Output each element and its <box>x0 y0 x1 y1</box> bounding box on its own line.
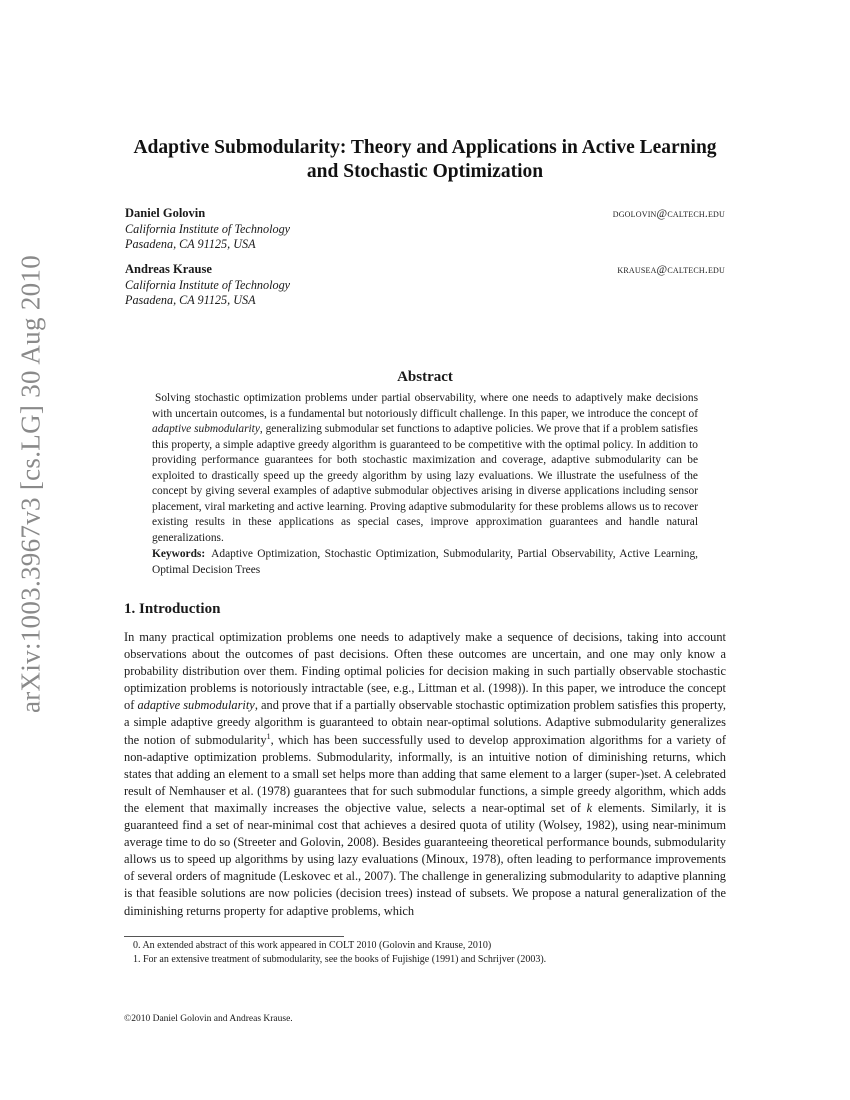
abstract-heading: Abstract <box>397 369 453 385</box>
footnote-1: 1. For an extensive treatment of submodularity, see the books of Fujishige (1991) and Schrijver (2003). <box>133 954 547 965</box>
intro-text-part4: elements. Similarly, it is guaranteed find a set of near-minimal cost that achieves a desired quota of utility (Wolsey, 1982), using near-minimum average time to do so (Streeter and Golovin, 2008). Besides guaranteeing theoretical performance bounds, submodularity allows us to speed up algorithms by using lazy evaluations (Minoux, 1978), often leading to performance improvements of several orders of magnitude (Leskovec et al., 2007). The challenge in generalizing submodularity to adaptive planning is that feasible solutions are now policies (decision trees) instead of subsets. We propose a natural generalization of the diminishing returns property for adaptive problems, which <box>124 800 727 918</box>
arxiv-identifier-stamp <box>8 254 54 714</box>
author-block-1 <box>125 206 725 253</box>
abstract-body <box>152 391 698 546</box>
section-heading-introduction: 1. Introduction <box>124 601 221 617</box>
intro-text-part3: , which has been successfully used to develop approximation algorithms for a variety of non-adaptive optimization problems. Submodularity, informally, is an intuitive notion of diminishing returns, which states that adding an element to a small set helps more than adding that same element to a larger (super-)set. A celebrated result of Nemhauser et al. (1978) guarantees that for such submodular functions, a simple greedy algorithm, which adds the element that maximally increases the objective value, selects a near-optimal set of <box>124 732 726 815</box>
author-address: Pasadena, CA 91125, USA <box>125 237 256 251</box>
author-email[interactable]: krausea@caltech.edu <box>617 264 725 276</box>
footnote-0: 0. An extended abstract of this work appeared in COLT 2010 (Golovin and Krause, 2010) <box>133 940 492 951</box>
title-line-1: Adaptive Submodularity: Theory and Applications in Active Learning <box>133 137 717 158</box>
author-affiliation: California Institute of Technology <box>125 221 291 236</box>
intro-emphasis: adaptive submodularity <box>137 698 255 713</box>
paper-title <box>100 136 750 184</box>
author-email[interactable]: dgolovin@caltech.edu <box>612 208 725 220</box>
introduction-paragraph <box>124 629 726 920</box>
author-affiliation: California Institute of Technology <box>125 277 291 292</box>
footnote-divider <box>124 936 344 937</box>
intro-text-part2: , and prove that if a partially observable stochastic optimization problem satisfies this property, a simple adaptive greedy algorithm is guaranteed to obtain near-optimal solutions. Adaptive submodularity generalizes the notion of submodularity <box>124 698 726 747</box>
author-name: Daniel Golovin <box>125 206 206 220</box>
intro-math-k: k <box>586 800 593 815</box>
abstract-emphasis: adaptive submodularity <box>152 423 260 435</box>
keywords-label: Keywords: <box>152 548 206 560</box>
intro-text-part1: In many practical optimization problems one needs to adaptively make a sequence of decisions, taking into account observations about the outcomes of past decisions. Often these outcomes are uncertain, and one may only know a probability distribution over them. Finding optimal policies for decision making in such partially observable stochastic optimization problems is notoriously intractable (see, e.g., Littman et al. (1998)). In this paper, we introduce the concept of <box>124 630 726 713</box>
arxiv-identifier-text: arXiv:1003.3967v3 [cs.LG] 30 Aug 2010 <box>15 254 46 714</box>
keywords-text: Adaptive Optimization, Stochastic Optimization, Submodularity, Partial Observability, Active Learning, Optimal Decision Trees <box>152 548 698 576</box>
author-name: Andreas Krause <box>125 262 212 276</box>
abstract-text-part2: , generalizing submodular set functions to adaptive policies. We prove that if a problem satisfies this property, a simple adaptive greedy algorithm is guaranteed to be competitive with the optimal policy. In addition to providing performance guarantees for both stochastic maximization and coverage, adaptive submodularity can be exploited to drastically speed up the greedy algorithm by using lazy evaluations. We illustrate the usefulness of the concept by giving several examples of adaptive submodular objectives arising in diverse applications including sensor placement, viral marketing and active learning. Proving adaptive submodularity for these problems allows us to recover existing results in these applications as special cases, improve approximation guarantees and handle natural generalizations. <box>152 423 698 544</box>
author-address: Pasadena, CA 91125, USA <box>125 293 256 307</box>
title-line-2: and Stochastic Optimization <box>306 161 544 182</box>
footnote-mark[interactable]: 1 <box>266 731 271 741</box>
keywords <box>152 547 698 578</box>
author-block-2 <box>125 262 725 309</box>
footnotes <box>133 939 733 967</box>
copyright-notice: ©2010 Daniel Golovin and Andreas Krause. <box>124 1014 293 1024</box>
abstract-text-part1: Solving stochastic optimization problems under partial observability, where one needs to adaptively make decisions with uncertain outcomes, is a fundamental but notoriously difficult challenge. In this paper, we introduce the concept of <box>152 392 698 420</box>
